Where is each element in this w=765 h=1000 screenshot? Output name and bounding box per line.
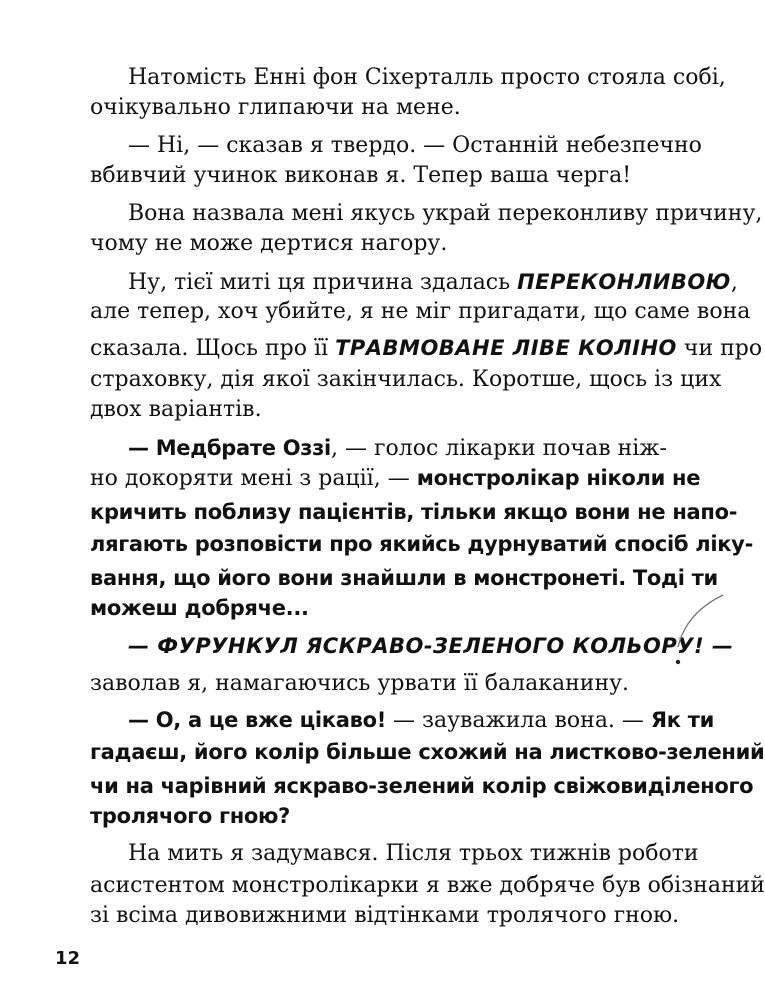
narration-text: На мить я задумався. Після трьох тижнів роботи (128, 841, 699, 866)
dialogue-bold-text: можеш добряче... (90, 596, 309, 620)
narration-text: — Ні, — сказав я твердо. — Останній небезпечно (128, 133, 702, 158)
text-line (90, 669, 642, 699)
page-number: 12 (55, 948, 81, 969)
text-line (90, 871, 765, 901)
text-line (90, 737, 765, 768)
narration-text: но докоряти мені з рації, — (90, 466, 417, 491)
text-line (90, 563, 718, 594)
text-line (90, 93, 642, 123)
dialogue-bold-text: тролячого гною? (90, 804, 291, 828)
narration-text: — зауважила вона. — (385, 708, 651, 733)
narration-text: , (730, 270, 738, 295)
narration-text: але тепер, хоч убийте, я не міг пригадати, що саме вона (90, 299, 751, 324)
text-line (90, 901, 680, 931)
narration-text: заволав я, намагаючись урвати її балаканину. (90, 671, 630, 696)
narration-text: , — голос лікарки почав ніж- (330, 436, 667, 461)
text-line (90, 433, 667, 464)
narration-text: Натомість Енні фон Сіхерталль просто стояла собі, (128, 65, 726, 90)
text-line (90, 199, 763, 229)
text-line (90, 267, 738, 298)
hand-lettered-text: ТРАВМОВАНЕ ЛІВЕ КОЛІНО (335, 336, 677, 360)
text-line (90, 631, 734, 662)
narration-text: очікувально глипаючи на мене. (90, 95, 461, 120)
margin-curve-mark (668, 585, 728, 685)
text-line (90, 771, 754, 802)
text-line (90, 839, 699, 869)
hand-lettered-text: — ФУРУНКУЛ ЯСКРАВО-ЗЕЛЕНОГО КОЛЬОРУ! — (128, 634, 734, 658)
text-line (90, 229, 642, 259)
text-line (90, 161, 642, 191)
text-line (90, 705, 715, 736)
text-line (90, 463, 701, 494)
text-line (90, 365, 722, 395)
narration-text: Ну, тієї миті ця причина здалась (128, 270, 518, 295)
narration-text: асистентом монстролікарки я вже добряче був обізнаний (90, 873, 765, 898)
dialogue-bold-text: вання, що його вони знайшли в монстронеті. Тоді ти (90, 566, 718, 590)
narration-text: сказала. Щось про її (90, 336, 336, 361)
dialogue-bold-text: лягають розповісти про якийсь дурнуватий спосіб ліку- (90, 532, 753, 556)
dialogue-bold-text: Як ти (650, 708, 715, 732)
narration-text: Вона назвала мені якусь украй переконливу причину, (128, 201, 763, 226)
narration-text: чи про (676, 336, 763, 361)
dialogue-bold-text: чи на чарівний яскраво-зелений колір свіжовиділеного (90, 774, 754, 798)
narration-text: двох варіантів. (90, 397, 262, 422)
hand-lettered-text: ПЕРЕКОНЛИВОЮ (517, 270, 731, 294)
narration-text: зі всіма дивовижними відтінками тролячого гною. (90, 903, 680, 928)
text-line (90, 63, 726, 93)
text-line (90, 131, 702, 161)
narration-text: страховку, дія якої закінчилась. Коротше, щось із цих (90, 367, 722, 392)
text-line (90, 593, 642, 624)
text-line (90, 297, 751, 327)
dialogue-bold-text: гадаєш, його колір більше схожий на листково-зелений (90, 740, 765, 764)
dialogue-bold-text: кричить поблизу пацієнтів, тільки якщо вони не напо- (90, 500, 738, 524)
dialogue-bold-text: — О, а це вже цікаво! (128, 708, 386, 732)
dialogue-bold-text: монстролікар ніколи не (416, 466, 701, 490)
text-line (90, 801, 642, 832)
narration-text: чому не може дертися нагору. (90, 231, 448, 256)
text-line (90, 529, 753, 560)
text-line (90, 333, 763, 364)
text-line (90, 395, 642, 425)
narration-text: вбивчий учинок виконав я. Тепер ваша черга! (90, 163, 632, 188)
dialogue-bold-text: — Медбрате Оззі (128, 436, 331, 460)
text-line (90, 497, 738, 528)
